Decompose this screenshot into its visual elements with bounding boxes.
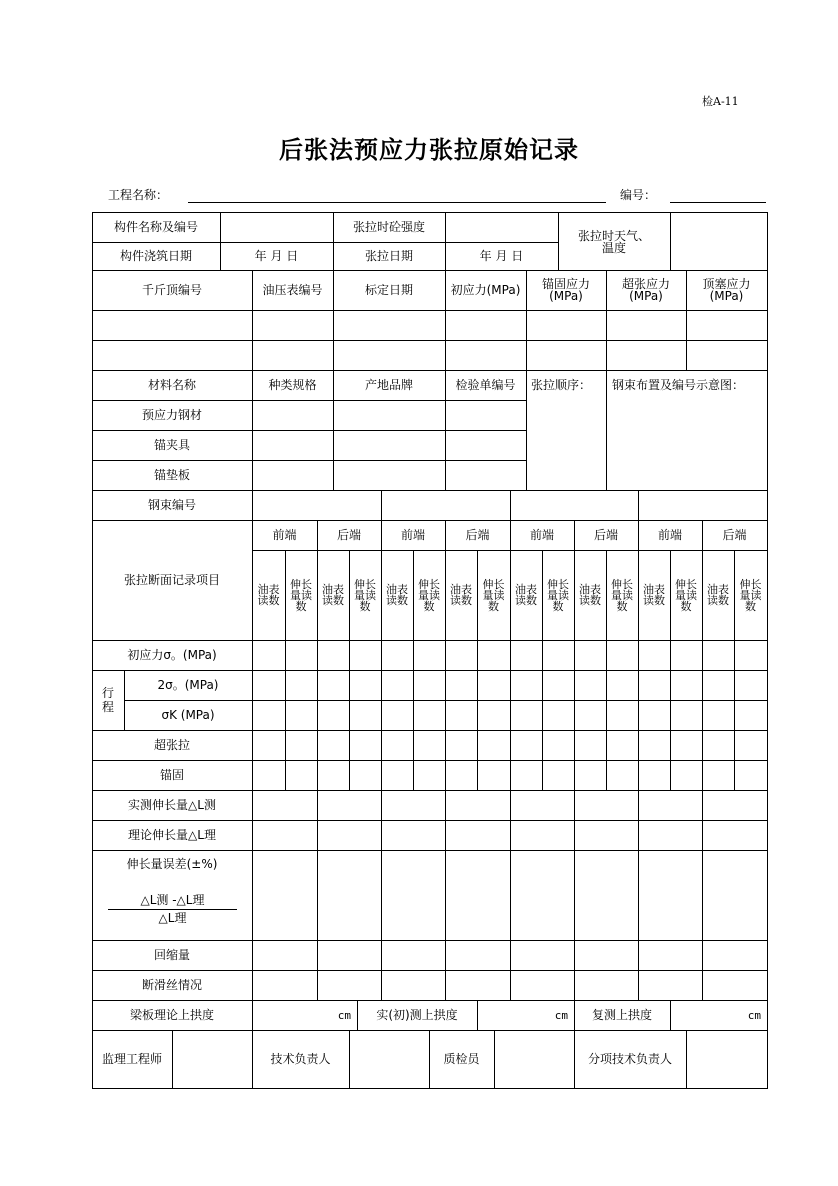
elongation-reading-header: 伸长 量读 数: [675, 577, 697, 613]
anchoring-row-label: 锚固: [159, 768, 184, 782]
strand-layout-label: 钢束布置及编号示意图：: [612, 378, 745, 392]
elongation-reading-header: 伸长 量读 数: [418, 577, 440, 613]
plug-stress-label: 顶塞应力 (MPa): [702, 277, 751, 303]
back-end-header: 后端: [336, 528, 361, 542]
gauge-reading-header: 油表 读数: [257, 583, 280, 607]
gauge-reading-header: 油表 读数: [579, 583, 601, 607]
spec-label: 种类规格: [268, 378, 317, 392]
gauge-reading-header: 油表 读数: [322, 583, 344, 607]
two-sigma-row-label: 2σ。(MPa): [157, 678, 219, 692]
theoretical-camber-label: 梁板理论上拱度: [129, 1008, 214, 1022]
tension-order-label: 张拉顺序：: [531, 378, 592, 392]
elongation-reading-header: 伸长 量读 数: [482, 577, 505, 613]
elongation-error-label: 伸长量误差(±%): [126, 857, 218, 871]
document-code: 检A-11: [702, 95, 739, 108]
tension-date-label: 张拉日期: [364, 249, 413, 263]
concrete-strength-label: 张拉时砼强度: [352, 220, 425, 234]
calibration-date-label: 标定日期: [364, 283, 413, 297]
gauge-number-label: 油压表编号: [262, 283, 323, 297]
back-end-header: 后端: [722, 528, 747, 542]
measured-elongation-label: 实测伸长量△L测: [128, 798, 216, 812]
serial-number-label: 编号：: [620, 188, 657, 202]
error-formula-denominator: △L理: [158, 911, 187, 925]
front-end-header: 前端: [529, 528, 554, 542]
cast-date-label: 构件浇筑日期: [119, 249, 192, 263]
over-tension-row-label: 超张拉: [153, 738, 190, 752]
front-end-header: 前端: [400, 528, 425, 542]
recheck-camber-unit: cm: [747, 1008, 761, 1022]
initial-stress-label: 初应力(MPa): [450, 283, 521, 297]
gauge-reading-header: 油表 读数: [707, 583, 729, 607]
supervisor-label: 监理工程师: [101, 1052, 162, 1066]
measured-camber-label: 实(初)测上拱度: [376, 1008, 458, 1022]
elongation-reading-header: 伸长 量读 数: [290, 577, 312, 613]
retraction-label: 回缩量: [153, 948, 190, 962]
front-end-header: 前端: [657, 528, 682, 542]
strand-number-label: 钢束编号: [147, 498, 196, 512]
initial-stress-row-label: 初应力σ。(MPa): [127, 648, 217, 662]
back-end-header: 后端: [465, 528, 490, 542]
weather-temperature-label: 张拉时天气、 温度: [577, 229, 650, 255]
anchor-stress-label: 锚固应力 (MPa): [541, 277, 590, 303]
jack-number-label: 千斤顶编号: [141, 283, 202, 297]
anchor-clamp-label: 锚夹具: [153, 438, 190, 452]
page-title: 后张法预应力张拉原始记录: [279, 136, 579, 164]
gauge-reading-header: 油表 读数: [386, 583, 408, 607]
anchor-plate-label: 锚垫板: [153, 468, 190, 482]
prestress-steel-label: 预应力钢材: [141, 408, 202, 422]
theoretical-camber-unit: cm: [337, 1008, 351, 1022]
elongation-reading-header: 伸长 量读 数: [611, 577, 633, 613]
recheck-camber-label: 复测上拱度: [591, 1008, 652, 1022]
project-name-label: 工程名称：: [108, 188, 169, 202]
technical-lead-label: 技术负责人: [270, 1052, 331, 1066]
sub-item-technical-lead-label: 分项技术负责人: [587, 1052, 672, 1066]
front-end-header: 前端: [272, 528, 297, 542]
broken-slip-wire-label: 断滑丝情况: [141, 978, 202, 992]
origin-brand-label: 产地品牌: [364, 378, 413, 392]
gauge-reading-header: 油表 读数: [450, 583, 472, 607]
over-tension-stress-label: 超张应力 (MPa): [621, 277, 670, 303]
gauge-reading-header: 油表 读数: [515, 583, 537, 607]
tension-date-value: 年 月 日: [479, 249, 524, 263]
error-formula-numerator: △L测 -△L理: [140, 893, 205, 907]
elongation-reading-header: 伸长 量读 数: [354, 577, 376, 613]
cast-date-value: 年 月 日: [254, 249, 299, 263]
back-end-header: 后端: [593, 528, 618, 542]
quality-inspector-label: 质检员: [443, 1052, 480, 1066]
test-report-number-label: 检验单编号: [455, 378, 516, 392]
member-name-label: 构件名称及编号: [113, 220, 198, 234]
measured-camber-unit: cm: [554, 1008, 568, 1022]
sigma-k-row-label: σK (MPa): [161, 708, 215, 722]
elongation-reading-header: 伸长 量读 数: [547, 577, 569, 613]
stroke-label: 行 程: [101, 686, 114, 714]
material-name-label: 材料名称: [147, 378, 196, 392]
theoretical-elongation-label: 理论伸长量△L理: [128, 828, 216, 842]
section-items-label: 张拉断面记录项目: [123, 573, 220, 587]
elongation-reading-header: 伸长 量读 数: [739, 577, 762, 613]
gauge-reading-header: 油表 读数: [643, 583, 665, 607]
